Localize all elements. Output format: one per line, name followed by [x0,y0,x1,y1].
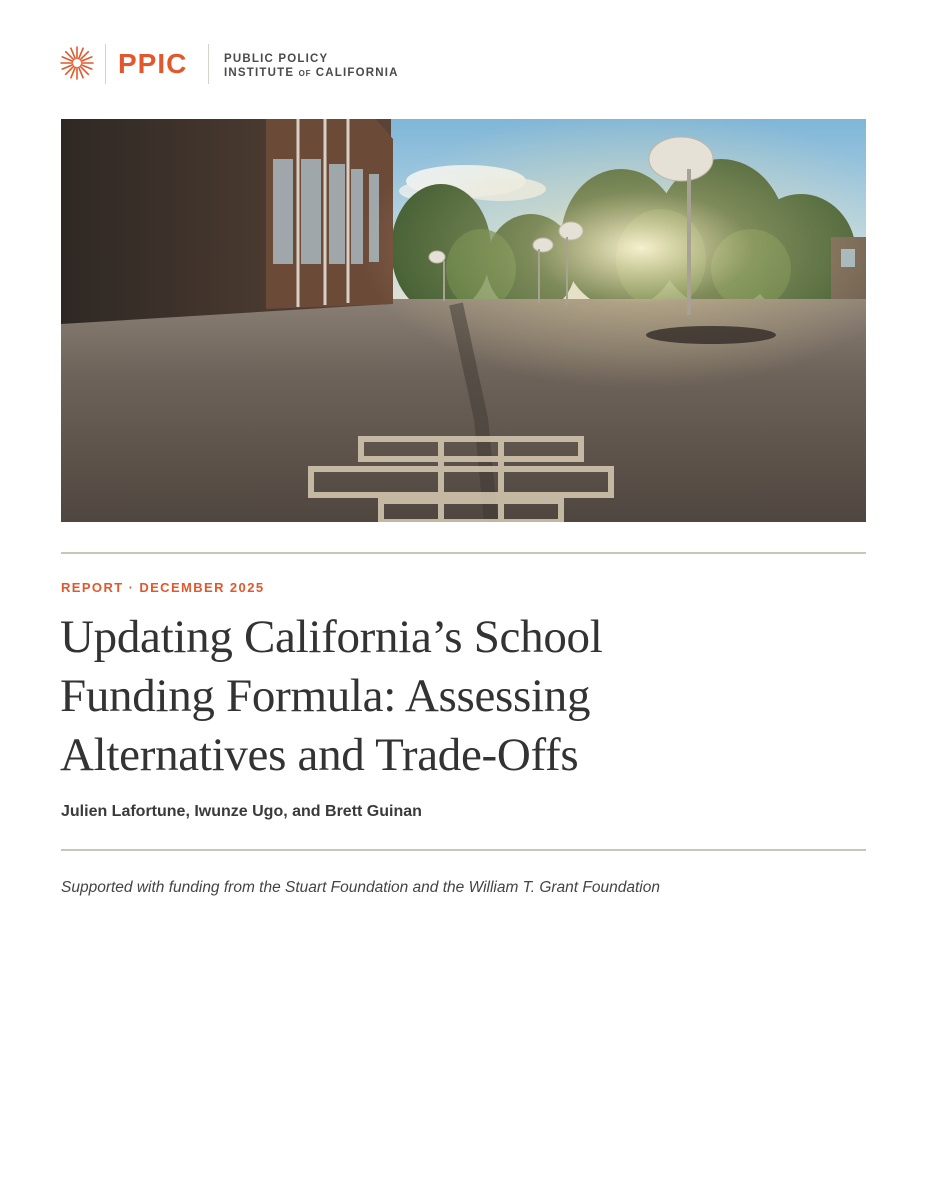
starburst-icon [60,46,94,80]
org-line2-suffix: CALIFORNIA [311,67,399,79]
cover-photo [61,119,866,522]
title-line: Alternatives and Trade-Offs [60,729,579,781]
organization-name [224,52,399,81]
logo-divider [208,44,209,84]
divider-rule [61,552,866,554]
org-line2-prefix: INSTITUTE [224,67,299,79]
report-title [60,608,760,785]
report-kicker: REPORT · DECEMBER 2025 [61,580,265,595]
logo-wordmark: PPIC [118,48,188,79]
organization-name-line1: PUBLIC POLICY [224,53,329,65]
divider-rule [61,849,866,851]
organization-name-line2 [224,66,399,81]
report-authors: Julien Lafortune, Iwunze Ugo, and Brett Guinan [61,803,422,820]
logo-divider [105,44,106,84]
title-line: Updating California’s School [60,611,603,663]
org-line2-of: OF [298,69,312,78]
funding-note: Supported with funding from the Stuart Foundation and the William T. Grant Foundation [61,879,660,896]
title-line: Funding Formula: Assessing [60,670,591,722]
